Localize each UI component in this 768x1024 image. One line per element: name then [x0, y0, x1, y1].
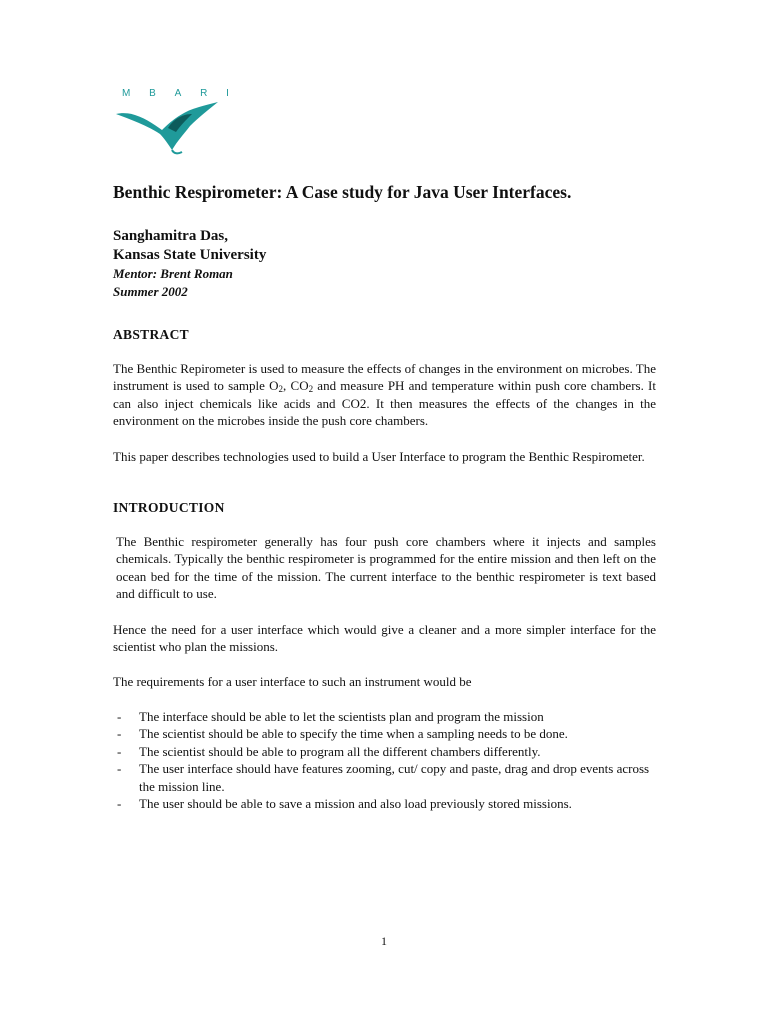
abstract-heading: ABSTRACT	[113, 327, 189, 342]
requirements-list	[113, 708, 658, 812]
abstract-paragraph: The Benthic Repirometer is used to measure the effects of changes in the environment on microbes. The instrument is used to sample $O_2$, $CO_2$ and measure PH and temperature within push core chambers. It can also inject chemicals like acids and CO2. It then measures the effects of the changes in the environment on the microbes inside the push core chambers.	[113, 361, 656, 429]
intro-paragraph-3: The requirements for a user interface to such an instrument would be	[113, 674, 472, 689]
mbari-logo	[112, 86, 230, 156]
author-date: Summer 2002	[113, 284, 188, 299]
list-item: - The interface should be able to let the scientists plan and program the mission	[117, 709, 544, 724]
page-number: 1	[381, 934, 387, 948]
list-item: - The scientist should be able to specify the time when a sampling needs to be done.	[117, 726, 568, 742]
list-item: - The scientist should be able to program all the different chambers differently.	[117, 743, 541, 759]
intro-paragraph-2: Hence the need for a user interface which would give a cleaner and a more simpler interface for the scientist who plan the missions.	[113, 622, 656, 655]
author-name: Sanghamitra Das,	[113, 228, 229, 244]
paper-title: Benthic Respirometer: A Case study for Java User Interfaces.	[113, 182, 572, 202]
list-item: - The user interface should have features zooming, cut/ copy and paste, drag and drop events across the mission line.	[117, 761, 650, 794]
introduction-heading: INTRODUCTION	[113, 500, 225, 515]
author-mentor: Mentor: Brent Roman	[113, 266, 233, 281]
intro-paragraph-1: The Benthic respirometer generally has four push core chambers where it injects and samples chemicals. Typically the benthic respirometer is programmed for the entire mission and then left on the ocean bed for the time of the mission. The current interface to the benthic respirometer is text based and difficult to use.	[116, 534, 656, 602]
list-item: - The user should be able to save a mission and also load previously stored missions.	[117, 796, 572, 812]
author-block	[113, 227, 266, 301]
manta-ray-icon	[112, 100, 230, 156]
abstract-paragraph-2: This paper describes technologies used to build a User Interface to program the Benthic Respirometer.	[113, 449, 645, 464]
logo-lettering: M B A R I	[122, 88, 230, 99]
author-affiliation: Kansas State University	[113, 247, 267, 263]
